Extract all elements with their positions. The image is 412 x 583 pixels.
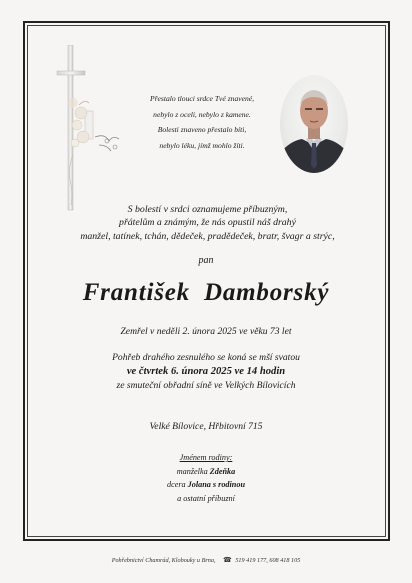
member-name: Jolana s rodinou <box>187 480 246 490</box>
family-signatures <box>0 451 412 505</box>
family-member: a ostatní příbuzní <box>177 493 235 503</box>
relation-label: manželka <box>176 466 210 476</box>
cross-with-lilies-icon <box>55 45 125 213</box>
member-name: Zdeňka <box>209 466 236 476</box>
poem-line: Bolesti znaveno přestalo bíti, <box>157 125 247 135</box>
family-member <box>0 465 412 479</box>
undertaker-name: Pohřebnictví Chamrád, Klobouky u Brna, <box>111 557 216 564</box>
family-member <box>0 478 412 492</box>
poem-line: nebylo léku, jímž mohlo žíti. <box>159 140 245 150</box>
relation-label: dcera <box>166 480 188 490</box>
family-heading: Jménem rodiny: <box>179 453 233 462</box>
announcement-intro <box>60 203 355 243</box>
funeral-details <box>0 351 412 394</box>
family-address: Velké Bílovice, Hřbitovní 715 <box>149 421 263 432</box>
poem-line: nebylo z oceli, nebylo z kamene. <box>153 109 251 119</box>
intro-line: manžel, tatínek, tchán, dědeček, pradědeček, bratr, švagr a strýc, <box>80 230 335 242</box>
deceased-name: František Damborský <box>82 279 330 306</box>
funeral-location: ze smuteční obřadní síně ve Velkých Bílovicích <box>116 380 296 392</box>
memorial-poem <box>132 91 272 153</box>
intro-line: přátelům a známým, že nás opustil náš drahý <box>119 217 296 229</box>
date-of-death: Zemřel v neděli 2. února 2025 ve věku 73 let <box>120 326 292 337</box>
poem-line: Přestalo tlouci srdce Tvé znavené, <box>149 94 255 103</box>
funeral-date-time: ve čtvrtek 6. února 2025 ve 14 hodin <box>126 366 286 378</box>
title-pan: pan <box>198 255 214 266</box>
intro-line: S bolestí v srdci oznamujeme příbuzným, <box>127 204 288 215</box>
phone-icon: ☎ <box>223 556 232 564</box>
undertaker-footer <box>0 556 412 564</box>
undertaker-phones: 519 419 177, 608 418 105 <box>235 557 301 564</box>
funeral-line: Pohřeb drahého zesnulého se koná se mší svatou <box>112 352 300 363</box>
portrait-photo <box>280 75 348 173</box>
